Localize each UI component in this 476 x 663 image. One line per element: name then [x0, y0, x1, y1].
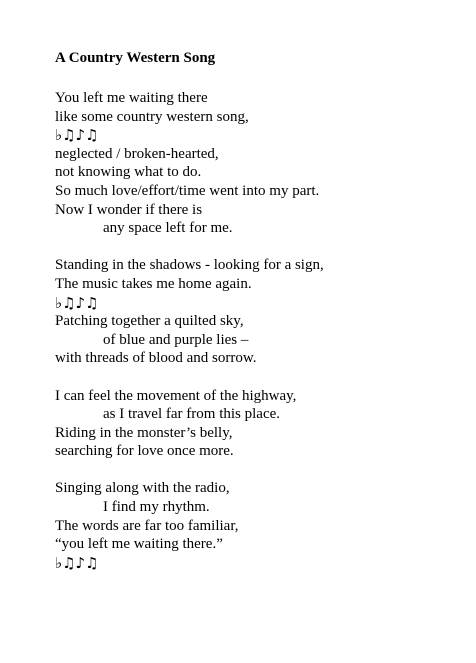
music-notes-icon: ♭♫♪♫ — [55, 126, 99, 145]
poem-line: Riding in the monster’s belly, — [55, 424, 233, 441]
poem-line: “you left me waiting there.” — [55, 536, 223, 553]
music-notes-icon: ♭♫♪♫ — [55, 553, 99, 572]
poem-line: with threads of blood and sorrow. — [55, 350, 257, 367]
stanza-4 — [55, 479, 465, 572]
stanza-3 — [55, 387, 465, 461]
poem-line: as I travel far from this place. — [103, 406, 281, 423]
poem-line: The words are far too familiar, — [55, 517, 239, 534]
stanza-gap — [55, 368, 465, 387]
poem-line: Standing in the shadows - looking for a sign, — [55, 257, 324, 274]
poem-line: like some country western song, — [55, 108, 249, 125]
poem-line: not knowing what to do. — [55, 164, 202, 181]
poem-line: I find my rhythm. — [103, 499, 210, 516]
poem-line: The music takes me home again. — [55, 275, 252, 292]
music-notes-icon: ♭♫♪♫ — [55, 293, 99, 312]
poem-line: You left me waiting there — [55, 90, 208, 106]
poem-line: Singing along with the radio, — [55, 480, 230, 497]
poem-line: neglected / broken-hearted, — [55, 145, 219, 162]
poem-line: So much love/effort/time went into my part. — [55, 182, 320, 199]
poem-line: I can feel the movement of the highway, — [55, 387, 297, 404]
poem-line: Now I wonder if there is — [55, 201, 203, 218]
poem-body — [55, 89, 465, 572]
poem-line: of blue and purple lies – — [103, 331, 249, 348]
poem-line: searching for love once more. — [55, 443, 234, 460]
poem-line: any space left for me. — [103, 220, 233, 237]
stanza-1 — [55, 89, 465, 238]
stanza-gap — [55, 238, 465, 257]
stanza-2 — [55, 256, 465, 368]
stanza-gap — [55, 461, 465, 480]
poem-title: A Country Western Song — [55, 50, 216, 66]
poem-line: Patching together a quilted sky, — [55, 313, 244, 330]
